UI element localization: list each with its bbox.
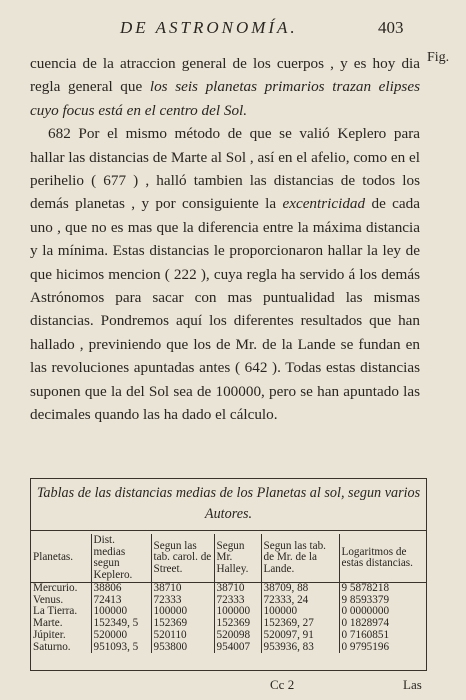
table-cell: 520097, 91 xyxy=(261,630,339,642)
catchword: Las xyxy=(403,677,422,692)
table-cell: Venus. xyxy=(31,595,91,607)
page-number: 403 xyxy=(378,18,404,37)
table-cell: Saturno. xyxy=(31,641,91,653)
running-title: DE ASTRONOMÍA. xyxy=(120,18,298,37)
margin-note-fig: Fig. xyxy=(427,50,450,65)
table-cell: 520098 xyxy=(214,630,261,642)
table-header-row xyxy=(31,534,426,583)
table-cell: 72413 xyxy=(91,595,151,607)
table-cell: 38710 xyxy=(151,583,214,595)
table-cell: 152369 xyxy=(214,618,261,630)
table-divider xyxy=(31,530,426,531)
table-row xyxy=(31,618,426,630)
page-header xyxy=(0,6,466,36)
table-row xyxy=(31,583,426,595)
paragraph-1-text: cuencia de la atraccion general de los cuerpos , y es hoy dia regla general que xyxy=(30,55,420,96)
table-cell: 951093, 5 xyxy=(91,641,151,653)
table-header-cell: Segun las tab. carol. de Street. xyxy=(151,534,214,583)
table-cell: 100000 xyxy=(91,606,151,618)
table-cell: 954007 xyxy=(214,641,261,653)
table-cell: La Tierra. xyxy=(31,606,91,618)
table-cell: 152349, 5 xyxy=(91,618,151,630)
table-cell: 953936, 83 xyxy=(261,641,339,653)
table-cell: 953800 xyxy=(151,641,214,653)
paragraph-2 xyxy=(30,122,420,426)
table-cell: 72333 xyxy=(214,595,261,607)
distances-table-box xyxy=(30,478,427,671)
table-header-cell: Dist. medias segun Keplero. xyxy=(91,534,151,583)
table-title: Tablas de las distancias medias de los Planetas al sol, segun varios Autores. xyxy=(36,485,421,522)
table-cell: 9 8593379 xyxy=(341,593,390,606)
distances-table xyxy=(31,534,426,653)
table-cell: 9 5878218 xyxy=(341,582,390,595)
paragraph-1-italic: los seis planetas primarios trazan elipses cuyo focus está en el centro del Sol. xyxy=(30,78,420,119)
table-cell: 38710 xyxy=(214,583,261,595)
table-cell: Júpiter. xyxy=(31,630,91,642)
table-cell: 0 1828974 xyxy=(341,617,390,630)
table-cell: 520110 xyxy=(151,630,214,642)
table-cell: 100000 xyxy=(214,606,261,618)
table-cell: 38806 xyxy=(91,583,151,595)
table-cell: 152369 xyxy=(151,618,214,630)
body-text xyxy=(30,52,420,427)
table-cell: 152369, 27 xyxy=(261,618,339,630)
paragraph-2-text-a: 682 Por el mismo método de que se valió Keplero para hallar las distancias de Marte al Sol , así en el afelio, como en el perihelio ( 677 ) , halló tambien las distancias de todos los demás planetas , y por consiguiente la xyxy=(30,125,420,213)
paragraph-2-text-b: de cada uno , que no es mas que la diferencia entre la máxima distancia y la mínima. Estas distancias le proporcionaron hallar la ley de que hicimos mencion ( 222 ), cuya regla ha servido á los demás Astrónomos para sacar con mas puntualidad las mismas distancias. Pondremos aquí los diferentes resultados que han hallado , previniendo que los de Mr. de la Lande se fundan en las revoluciones apuntadas antes ( 642 ). Todas estas distancias suponen que la del Sol sea de 100000, pero se han apuntado las decimales quando las ha dado el cálculo. xyxy=(30,195,421,424)
signature-mark: Cc 2 xyxy=(270,677,295,692)
table-cell: 38709, 88 xyxy=(261,583,339,595)
table-cell: 72333, 24 xyxy=(261,595,339,607)
paragraph-2-italic: excentricidad xyxy=(282,195,366,213)
table-cell: 72333 xyxy=(151,595,214,607)
table-row xyxy=(31,630,426,642)
table-cell: 0 7160851 xyxy=(341,628,390,641)
table-cell: 100000 xyxy=(151,606,214,618)
table-cell: 520000 xyxy=(91,630,151,642)
table-cell: Marte. xyxy=(31,618,91,630)
table-cell: Mercurio. xyxy=(31,583,91,595)
table-cell: 0 0000000 xyxy=(341,605,390,618)
table-header-cell: Segun Mr. Halley. xyxy=(214,534,261,583)
table-header-cell: Planetas. xyxy=(31,534,91,583)
table-cell: 100000 xyxy=(261,606,339,618)
table-cell: 0 9795196 xyxy=(341,640,390,653)
table-row xyxy=(31,641,426,653)
paragraph-1 xyxy=(30,52,420,122)
table-header-cell: Segun las tab. de Mr. de la Lande. xyxy=(261,534,339,583)
table-header-cell: Logaritmos de estas distancias. xyxy=(339,534,426,583)
